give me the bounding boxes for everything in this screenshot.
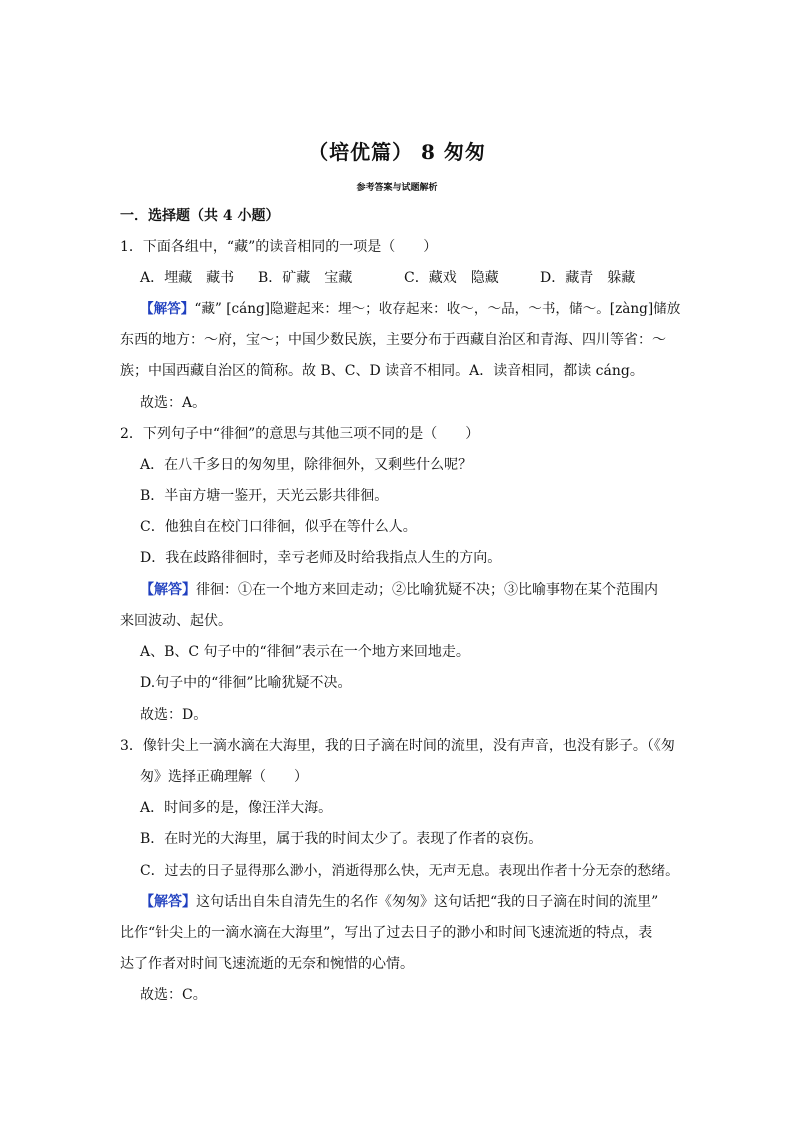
question-1-answer-line-2: 东西的地方：～府，宝～；中国少数民族，主要分布于西藏自治区和青海、四川等省：～	[120, 332, 666, 348]
question-2-answer-line-2: 来回波动、起伏。	[120, 613, 232, 629]
question-1-option-d: D．藏青 躲藏	[540, 270, 636, 286]
question-2-option-a: A．在八千多日的匆匆里，除徘徊外，又剩些什么呢？	[140, 457, 473, 473]
answer-tag: 【解答】	[140, 582, 196, 598]
question-3-option-c: C．过去的日子显得那么渺小，消逝得那么快，无声无息。表现出作者十分无奈的愁绪。	[140, 863, 680, 879]
question-3-answer-line-1: 【解答】这句话出自朱自清先生的名作《匆匆》这句话把“我的日子滴在时间的流里”	[140, 894, 659, 910]
question-1-option-b: B．矿藏 宝藏	[258, 270, 353, 286]
question-2-answer-line-4: D.句子中的“徘徊”比喻犹疑不决。	[140, 675, 352, 691]
answer-tag: 【解答】	[140, 301, 195, 317]
question-1-result: 故选：A。	[140, 395, 207, 411]
page-title: （培优篇） 8 匆匆	[308, 140, 486, 164]
question-1-options	[140, 268, 635, 288]
question-3-answer-line-2: 比作“针尖上的一滴水滴在大海里”，写出了过去日子的渺小和时间飞速流逝的特点，表	[120, 925, 653, 941]
question-1-option-c: C．藏戏 隐藏	[404, 270, 499, 286]
question-1-option-a: A．埋藏 藏书	[140, 270, 235, 286]
question-3-answer-line-3: 达了作者对时间飞速流逝的无奈和惋惜的心情。	[120, 956, 414, 972]
question-1-stem: 1．下面各组中，“藏”的读音相同的一项是（ ）	[120, 239, 438, 255]
question-2-answer-line-1: 【解答】徘徊：①在一个地方来回走动；②比喻犹疑不决；③比喻事物在某个范围内	[140, 582, 658, 598]
question-2-result: 故选：D。	[140, 707, 208, 723]
question-2-stem: 2．下列句子中“徘徊”的意思与其他三项不同的是（ ）	[120, 426, 480, 442]
page-subtitle: 参考答案与试题解析	[356, 183, 438, 193]
question-2-option-d: D．我在歧路徘徊时，幸亏老师及时给我指点人生的方向。	[140, 550, 502, 566]
question-3-option-a: A．时间多的是，像汪洋大海。	[140, 800, 333, 816]
question-3-stem: 3．像针尖上一滴水滴在大海里，我的日子滴在时间的流里，没有声音，也没有影子。（《匆	[120, 738, 675, 754]
question-1-answer-line-3: 族；中国西藏自治区的简称。故 B、C、D 读音不相同。A．读音相同，都读 cáng。	[120, 363, 644, 379]
question-1-answer-line-1: 【解答】“藏” [cáng]隐避起来：埋～；收存起来：收～，～品，～书，储～。[zàng]储放	[140, 301, 681, 317]
question-3-stem-continued: 匆》选择正确理解（ ）	[140, 769, 308, 785]
section-heading: 一．选择题（共 4 小题）	[120, 208, 280, 224]
question-2-answer-line-3: A、B、C 句子中的“徘徊”表示在一个地方来回地走。	[140, 644, 470, 660]
question-2-option-b: B．半亩方塘一鉴开，天光云影共徘徊。	[140, 488, 389, 504]
question-3-option-b: B．在时光的大海里，属于我的时间太少了。表现了作者的哀伤。	[140, 831, 543, 847]
answer-tag: 【解答】	[140, 894, 196, 910]
question-2-option-c: C．他独自在校门口徘徊，似乎在等什么人。	[140, 519, 417, 535]
question-3-result: 故选：C。	[140, 987, 207, 1003]
